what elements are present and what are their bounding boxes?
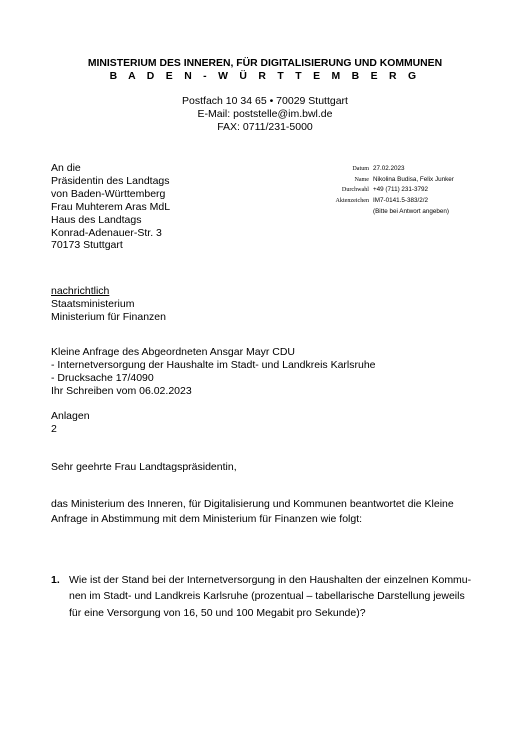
recipient-line: Frau Muhterem Aras MdL	[51, 200, 171, 213]
intro-paragraph	[51, 497, 491, 528]
name-value: Nikolina Budisa, Felix Junker	[373, 175, 454, 183]
reference-label: Aktenzeichen	[335, 198, 369, 205]
recipient-line: Haus des Landtags	[51, 213, 142, 226]
phone-value: +49 (711) 231-3792	[373, 186, 429, 194]
attachments-block	[51, 410, 151, 436]
copy-to-line: Ministerium für Finanzen	[51, 310, 166, 323]
intro-line: Anfrage in Abstimmung mit dem Ministerium für Finanzen wie folgt:	[51, 513, 363, 526]
ministry-name: MINISTERIUM DES INNEREN, FÜR DIGITALISIERUNG UND KOMMUNEN	[87, 58, 443, 69]
fax-number: FAX: 0711/231-5000	[217, 121, 313, 133]
recipient-line: Präsidentin des Landtags	[51, 174, 170, 187]
recipient-line: Konrad-Adenauer-Str. 3	[51, 226, 162, 239]
question-line: nen im Stadt- und Landkreis Karlsruhe (prozentual – tabellarische Darstellung jeweils	[69, 590, 465, 603]
question-text	[69, 572, 491, 621]
subject-line: Ihr Schreiben vom 06.02.2023	[51, 384, 192, 397]
attachments-count: 2	[51, 422, 57, 435]
question-1	[51, 572, 491, 621]
attachments-label: Anlagen	[51, 410, 90, 422]
question-number: 1.	[51, 574, 60, 586]
state-name: B A D E N - W Ü R T T E M B E R G	[109, 71, 421, 82]
copy-to-heading: nachrichtlich	[51, 285, 110, 297]
date-label: Datum	[352, 166, 369, 172]
subject-line: - Drucksache 17/4090	[51, 371, 154, 384]
recipient-line: 70173 Stuttgart	[51, 239, 123, 252]
salutation: Sehr geehrte Frau Landtagspräsidentin,	[51, 461, 237, 473]
copy-to-line: Staatsministerium	[51, 297, 135, 310]
copy-to-block	[51, 285, 351, 324]
subject-line: - Internetversorgung der Haushalte im Stadt- und Landkreis Karlsruhe	[51, 358, 376, 371]
name-row	[300, 175, 510, 186]
email-address: E-Mail: poststelle@im.bwl.de	[197, 108, 333, 120]
reference-block	[300, 164, 510, 218]
phone-row	[300, 185, 510, 196]
subject-block	[51, 346, 491, 398]
postal-address: Postfach 10 34 65 • 70029 Stuttgart	[182, 95, 348, 107]
reference-row	[300, 196, 510, 207]
recipient-line: An die	[51, 162, 81, 174]
phone-label: Durchwahl	[341, 187, 369, 194]
name-label: Name	[354, 176, 369, 183]
recipient-line: von Baden-Württemberg	[51, 187, 166, 200]
recipient-address	[51, 162, 281, 252]
question-line: für eine Versorgung von 16, 50 und 100 Megabit pro Sekunde)?	[69, 606, 366, 619]
intro-line: das Ministerium des Inneren, für Digitalisierung und Kommunen beantwortet die Kleine	[51, 498, 454, 510]
reference-hint: (Bitte bei Antwort angeben)	[373, 207, 449, 215]
reference-value: IM7-0141.5-383/2/2	[373, 197, 428, 205]
subject-line: Kleine Anfrage des Abgeordneten Ansgar Mayr CDU	[51, 346, 295, 358]
letterhead	[0, 57, 530, 83]
sender-contact	[0, 95, 530, 134]
question-line: Wie ist der Stand bei der Internetversorgung in den Haushalten der einzelnen Kommu-	[69, 574, 472, 586]
date-value: 27.02.2023	[373, 165, 405, 172]
date-row	[300, 164, 510, 175]
